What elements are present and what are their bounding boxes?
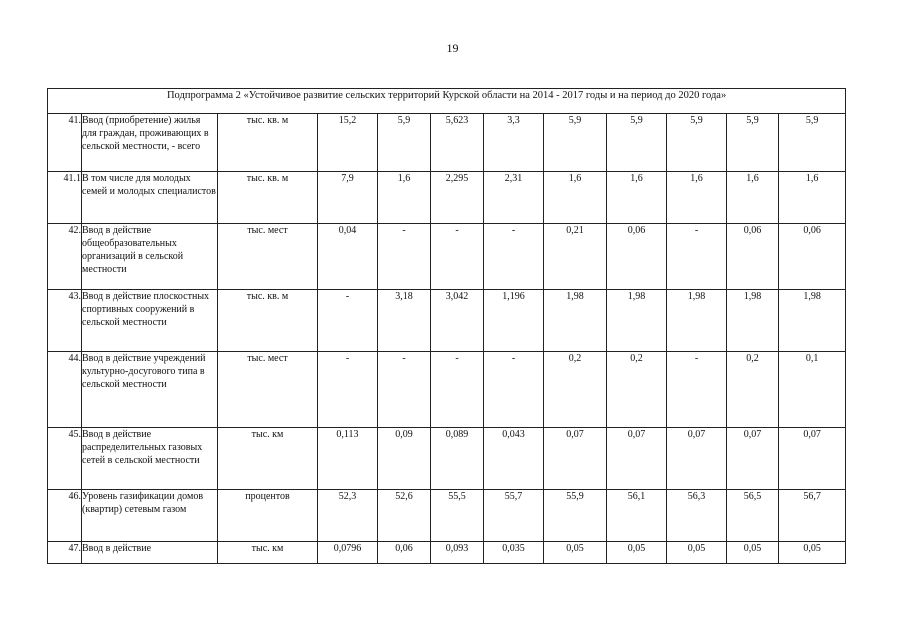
value-cell: - — [378, 224, 431, 290]
subprogram-row — [48, 89, 846, 114]
value-cell: 2,295 — [431, 172, 484, 224]
indicator-name: Ввод в действие распределительных газовых сетей в сельской местности — [82, 428, 218, 490]
indicator-name: Ввод (приобретение) жилья для граждан, проживающих в сельской местности, - всего — [82, 114, 218, 172]
value-cell: 0,113 — [318, 428, 378, 490]
value-cell: 52,3 — [318, 490, 378, 542]
unit-cell: тыс. кв. м — [218, 290, 318, 352]
value-cell: 1,98 — [607, 290, 667, 352]
row-number: 41. — [48, 114, 82, 172]
unit-cell: тыс. кв. м — [218, 114, 318, 172]
value-cell: 3,042 — [431, 290, 484, 352]
value-cell: 5,9 — [544, 114, 607, 172]
value-cell: 1,98 — [727, 290, 779, 352]
value-cell: 0,05 — [779, 542, 846, 564]
value-cell: 15,2 — [318, 114, 378, 172]
value-cell: 5,623 — [431, 114, 484, 172]
table-row — [48, 172, 846, 224]
value-cell: 0,21 — [544, 224, 607, 290]
value-cell: 0,06 — [378, 542, 431, 564]
value-cell: 56,3 — [667, 490, 727, 542]
value-cell: 2,31 — [484, 172, 544, 224]
value-cell: 0,0796 — [318, 542, 378, 564]
value-cell: 0,2 — [727, 352, 779, 428]
value-cell: 52,6 — [378, 490, 431, 542]
row-number: 46. — [48, 490, 82, 542]
value-cell: 56,1 — [607, 490, 667, 542]
value-cell: 5,9 — [607, 114, 667, 172]
value-cell: 0,07 — [667, 428, 727, 490]
unit-cell: тыс. мест — [218, 224, 318, 290]
value-cell: 0,2 — [607, 352, 667, 428]
table-row — [48, 428, 846, 490]
value-cell: 5,9 — [378, 114, 431, 172]
value-cell: 0,089 — [431, 428, 484, 490]
value-cell: 0,05 — [544, 542, 607, 564]
value-cell: 1,98 — [544, 290, 607, 352]
value-cell: 1,6 — [378, 172, 431, 224]
table-row — [48, 290, 846, 352]
value-cell: - — [431, 224, 484, 290]
unit-cell: тыс. мест — [218, 352, 318, 428]
value-cell: 0,2 — [544, 352, 607, 428]
row-number: 42. — [48, 224, 82, 290]
value-cell: 1,6 — [607, 172, 667, 224]
value-cell: 0,04 — [318, 224, 378, 290]
value-cell: 7,9 — [318, 172, 378, 224]
unit-cell: тыс. км — [218, 542, 318, 564]
table-row — [48, 114, 846, 172]
value-cell: 1,6 — [667, 172, 727, 224]
value-cell: - — [667, 224, 727, 290]
indicator-name: Ввод в действие — [82, 542, 218, 564]
indicator-name: Ввод в действие учреждений культурно-досугового типа в сельской местности — [82, 352, 218, 428]
row-number: 43. — [48, 290, 82, 352]
value-cell: 5,9 — [727, 114, 779, 172]
value-cell: 0,035 — [484, 542, 544, 564]
value-cell: 3,3 — [484, 114, 544, 172]
value-cell: 55,7 — [484, 490, 544, 542]
unit-cell: процентов — [218, 490, 318, 542]
value-cell: 0,06 — [607, 224, 667, 290]
value-cell: - — [378, 352, 431, 428]
value-cell: 0,043 — [484, 428, 544, 490]
value-cell: - — [431, 352, 484, 428]
value-cell: 1,98 — [667, 290, 727, 352]
value-cell: - — [484, 352, 544, 428]
indicator-name: Ввод в действие плоскостных спортивных сооружений в сельской местности — [82, 290, 218, 352]
row-number: 41.1 — [48, 172, 82, 224]
value-cell: 1,6 — [779, 172, 846, 224]
value-cell: - — [484, 224, 544, 290]
indicator-name: Уровень газификации домов (квартир) сетевым газом — [82, 490, 218, 542]
value-cell: 0,07 — [779, 428, 846, 490]
row-number: 44. — [48, 352, 82, 428]
value-cell: 5,9 — [779, 114, 846, 172]
value-cell: 0,05 — [607, 542, 667, 564]
value-cell: 5,9 — [667, 114, 727, 172]
value-cell: 0,05 — [727, 542, 779, 564]
row-number: 47. — [48, 542, 82, 564]
unit-cell: тыс. км — [218, 428, 318, 490]
value-cell: 1,196 — [484, 290, 544, 352]
value-cell: - — [318, 352, 378, 428]
value-cell: 3,18 — [378, 290, 431, 352]
subprogram-title: Подпрограмма 2 «Устойчивое развитие сельских территорий Курской области на 2014 - 2017 годы и на период до 2020 года» — [48, 89, 846, 114]
table-row — [48, 352, 846, 428]
indicator-name: Ввод в действие общеобразовательных организаций в сельской местности — [82, 224, 218, 290]
value-cell: 0,05 — [667, 542, 727, 564]
indicators-table — [47, 88, 846, 564]
indicator-name: В том числе для молодых семей и молодых специалистов — [82, 172, 218, 224]
value-cell: 0,06 — [779, 224, 846, 290]
value-cell: - — [667, 352, 727, 428]
table-row — [48, 542, 846, 564]
value-cell: 0,06 — [727, 224, 779, 290]
page-number: 19 — [446, 41, 459, 55]
value-cell: 1,98 — [779, 290, 846, 352]
value-cell: - — [318, 290, 378, 352]
table-row — [48, 224, 846, 290]
unit-cell: тыс. кв. м — [218, 172, 318, 224]
value-cell: 55,5 — [431, 490, 484, 542]
row-number: 45. — [48, 428, 82, 490]
value-cell: 56,5 — [727, 490, 779, 542]
value-cell: 0,07 — [544, 428, 607, 490]
value-cell: 55,9 — [544, 490, 607, 542]
table-row — [48, 490, 846, 542]
value-cell: 0,09 — [378, 428, 431, 490]
value-cell: 0,1 — [779, 352, 846, 428]
value-cell: 56,7 — [779, 490, 846, 542]
value-cell: 1,6 — [727, 172, 779, 224]
value-cell: 1,6 — [544, 172, 607, 224]
value-cell: 0,07 — [607, 428, 667, 490]
value-cell: 0,093 — [431, 542, 484, 564]
value-cell: 0,07 — [727, 428, 779, 490]
